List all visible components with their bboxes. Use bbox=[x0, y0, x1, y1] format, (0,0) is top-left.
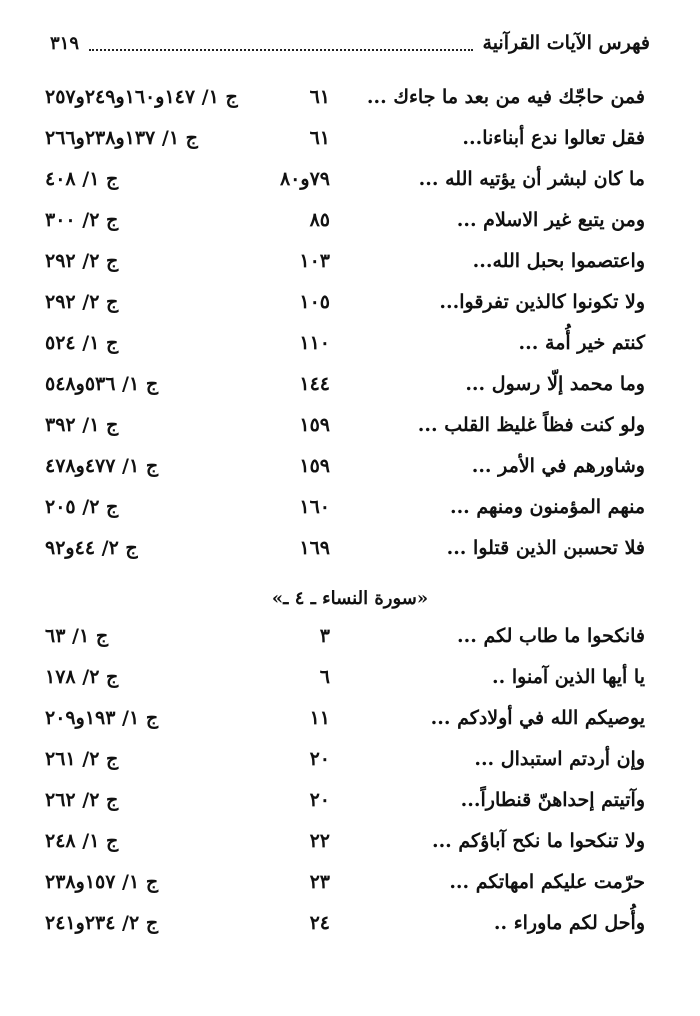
verse-text: وما محمد إلّا رسول ... bbox=[465, 373, 645, 395]
header-title: فهرس الآيات القرآنية bbox=[482, 32, 650, 54]
verse-text: حرّمت عليكم امهاتكم ... bbox=[449, 871, 645, 893]
verse-text: واعتصموا بحبل الله... bbox=[472, 250, 645, 272]
verse-text: فلا تحسبن الذين قتلوا ... bbox=[446, 537, 645, 559]
index-row bbox=[45, 785, 645, 819]
volume-page-reference: ج ١/ ٣٩٢ bbox=[45, 414, 119, 436]
verse-number: ١١٠ bbox=[299, 332, 330, 354]
verse-text: يوصيكم الله في أولادكم ... bbox=[430, 707, 645, 729]
index-row bbox=[45, 369, 645, 403]
verse-text: كنتم خير أُمة ... bbox=[518, 332, 645, 354]
volume-page-reference: ج ١/ ٦٣ bbox=[45, 625, 109, 647]
verse-text: يا أيها الذين آمنوا .. bbox=[492, 666, 645, 688]
verse-number: ٢٤ bbox=[309, 912, 330, 934]
verse-number: ٣ bbox=[319, 625, 330, 647]
volume-page-reference: ج ٢/ ٢٩٢ bbox=[45, 250, 119, 272]
verse-number: ٢٠ bbox=[309, 789, 330, 811]
index-row bbox=[45, 246, 645, 280]
index-row bbox=[45, 205, 645, 239]
volume-page-reference: ج ٢/ ٢٣٤و٢٤١ bbox=[45, 912, 159, 934]
verse-number: ٢٠ bbox=[309, 748, 330, 770]
verse-number: ١٦٩ bbox=[299, 537, 330, 559]
verse-number: ٢٢ bbox=[309, 830, 330, 852]
verse-text: فانكحوا ما طاب لكم ... bbox=[456, 625, 645, 647]
index-row bbox=[45, 287, 645, 321]
header-dot-leader bbox=[89, 35, 473, 51]
verse-number: ١٦٠ bbox=[299, 496, 330, 518]
running-header bbox=[50, 30, 650, 56]
index-row bbox=[45, 164, 645, 198]
volume-page-reference: ج ٢/ ١٧٨ bbox=[45, 666, 119, 688]
verse-number: ٧٩و٨٠ bbox=[279, 168, 330, 190]
verse-text: ولا تنكحوا ما نكح آباؤكم ... bbox=[431, 830, 645, 852]
index-row bbox=[45, 908, 645, 942]
verse-text: ولا تكونوا كالذين تفرقوا... bbox=[439, 291, 645, 313]
index-row bbox=[45, 533, 645, 567]
volume-page-reference: ج ١/ ١٣٧و٢٣٨و٢٦٦ bbox=[45, 127, 198, 149]
index-row bbox=[45, 410, 645, 444]
index-row bbox=[45, 82, 645, 116]
verse-number: ٦١ bbox=[309, 127, 330, 149]
index-row bbox=[45, 621, 645, 655]
volume-page-reference: ج ٢/ ٢٦١ bbox=[45, 748, 119, 770]
verse-text: وإن أردتم استبدال ... bbox=[474, 748, 645, 770]
verse-number: ١٥٩ bbox=[299, 414, 330, 436]
verse-number: ١٥٩ bbox=[299, 455, 330, 477]
volume-page-reference: ج ١/ ١٥٧و٢٣٨ bbox=[45, 871, 159, 893]
verse-text: فمن حاجّك فيه من بعد ما جاءك ... bbox=[366, 86, 645, 108]
index-row bbox=[45, 662, 645, 696]
verse-number: ١٠٣ bbox=[299, 250, 330, 272]
volume-page-reference: ج ١/ ٥٢٤ bbox=[45, 332, 119, 354]
volume-page-reference: ج ٢/ ٢٠٥ bbox=[45, 496, 119, 518]
verse-text: منهم المؤمنون ومنهم ... bbox=[449, 496, 645, 518]
volume-page-reference: ج ١/ ٥٣٦و٥٤٨ bbox=[45, 373, 159, 395]
volume-page-reference: ج ٢/ ٢٦٢ bbox=[45, 789, 119, 811]
volume-page-reference: ج ١/ ٢٤٨ bbox=[45, 830, 119, 852]
verse-text: ولو كنت فظاً غليظ القلب ... bbox=[417, 414, 645, 436]
volume-page-reference: ج ٢/ ٣٠٠ bbox=[45, 209, 119, 231]
volume-page-reference: ج ٢/ ٢٩٢ bbox=[45, 291, 119, 313]
index-row bbox=[45, 123, 645, 157]
index-row bbox=[45, 492, 645, 526]
verse-text: وآتيتم إحداهنّ قنطاراً... bbox=[460, 789, 645, 811]
index-row bbox=[45, 744, 645, 778]
verse-number: ١٤٤ bbox=[299, 373, 330, 395]
verse-text: وشاورهم في الأمر ... bbox=[471, 455, 645, 477]
verse-text: فقل تعالوا ندع أبناءنا... bbox=[462, 127, 645, 149]
verse-number: ٨٥ bbox=[309, 209, 330, 231]
volume-page-reference: ج ١/ ١٤٧و١٦٠و٢٤٩و٢٥٧ bbox=[45, 86, 238, 108]
verse-number: ١٠٥ bbox=[299, 291, 330, 313]
verse-text: ومن يتبع غير الاسلام ... bbox=[456, 209, 645, 231]
page-number: ٣١٩ bbox=[50, 32, 80, 54]
volume-page-reference: ج ٢/ ٤٤و٩٢ bbox=[45, 537, 138, 559]
verse-number: ٦١ bbox=[309, 86, 330, 108]
index-row bbox=[45, 703, 645, 737]
index-row bbox=[45, 451, 645, 485]
index-row bbox=[45, 826, 645, 860]
volume-page-reference: ج ١/ ٤٠٨ bbox=[45, 168, 119, 190]
verse-text: ما كان لبشر أن يؤتيه الله ... bbox=[418, 168, 645, 190]
surah-section-title: «سورة النساء ـ ٤ ـ» bbox=[271, 588, 429, 609]
verse-number: ١١ bbox=[309, 707, 330, 729]
index-row bbox=[45, 867, 645, 901]
verse-text: وأُحل لكم ماوراء .. bbox=[493, 912, 645, 934]
verse-number: ٢٣ bbox=[309, 871, 330, 893]
verse-number: ٦ bbox=[319, 666, 330, 688]
index-row bbox=[45, 328, 645, 362]
volume-page-reference: ج ١/ ٤٧٧و٤٧٨ bbox=[45, 455, 159, 477]
volume-page-reference: ج ١/ ١٩٣و٢٠٩ bbox=[45, 707, 159, 729]
